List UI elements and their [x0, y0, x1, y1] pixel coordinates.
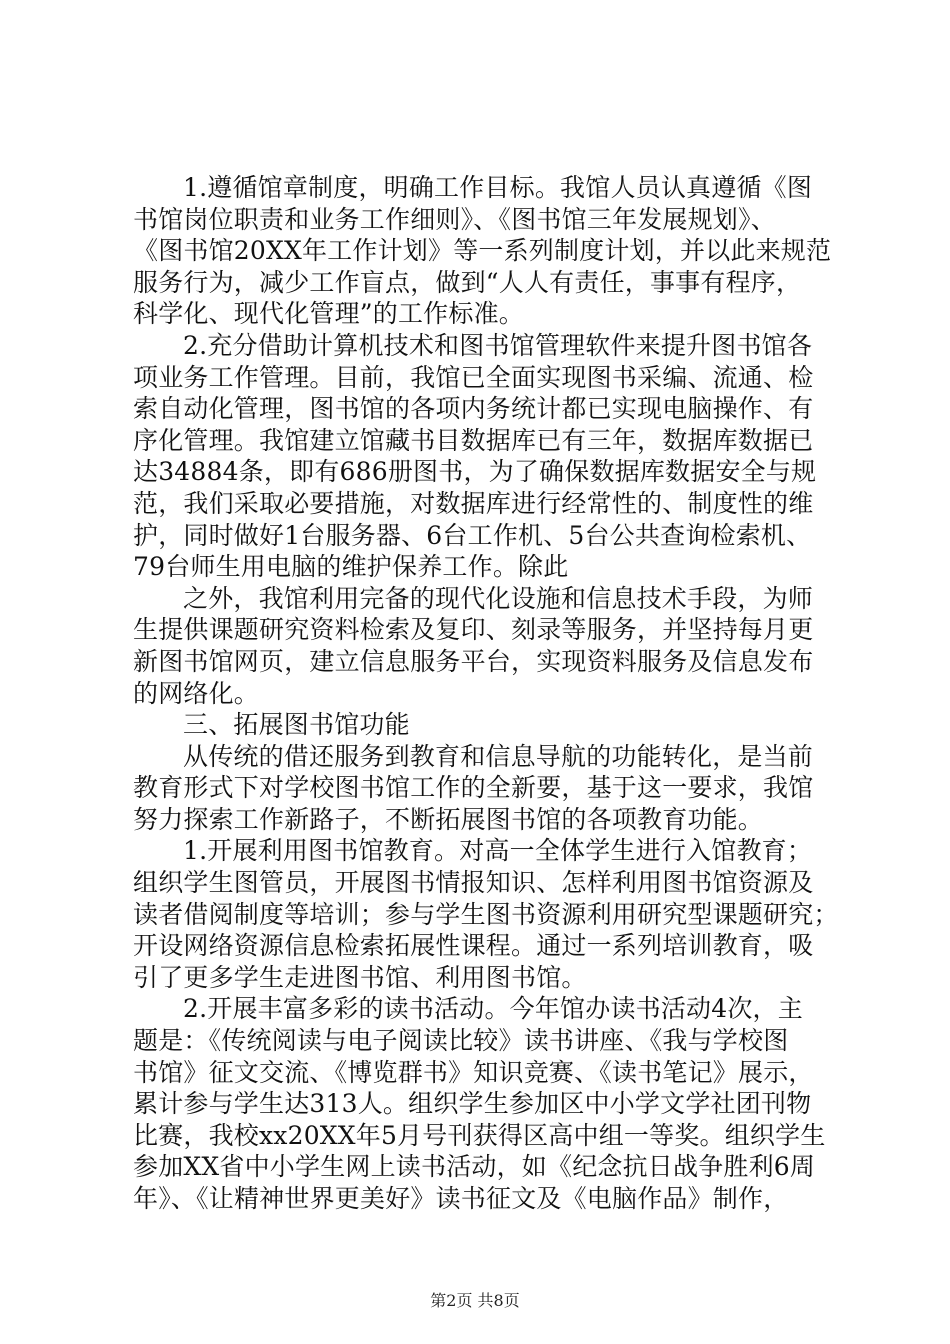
text-line: 范，我们采取必要措施，对数据库进行经常性的、制度性的维 — [133, 488, 814, 518]
section-heading: 三、拓展图书馆功能 — [183, 710, 410, 740]
text-line: 生提供课题研究资料检索及复印、刻录等服务，并坚持每月更 — [133, 615, 814, 645]
text-line: 1.遵循馆章制度，明确工作目标。我馆人员认真遵循《图 — [183, 173, 813, 202]
text-line: 努力探索工作新路子，不断拓展图书馆的各项教育功能。 — [133, 804, 764, 834]
text-line: 79台师生用电脑的维护保养工作。除此 — [133, 552, 569, 582]
text-line: 参加XX省中小学生网上读书活动，如《纪念抗日战争胜利6周 — [133, 1152, 816, 1182]
text-line: 2.开展丰富多彩的读书活动。今年馆办读书活动4次，主 — [183, 994, 803, 1024]
text-line: 引了更多学生走进图书馆、利用图书馆。 — [133, 962, 587, 992]
text-line: 序化管理。我馆建立馆藏书目数据库已有三年，数据库数据已 — [133, 425, 814, 455]
text-line: 索自动化管理，图书馆的各项内务统计都已实现电脑操作、有 — [133, 394, 814, 424]
text-line: 新图书馆网页，建立信息服务平台，实现资料服务及信息发布 — [133, 646, 814, 676]
document-body — [133, 172, 839, 1215]
page-footer — [0, 1288, 950, 1311]
text-line: 比赛，我校xx20XX年5月号刊获得区高中组一等奖。组织学生 — [133, 1120, 826, 1150]
text-line: 年》、《让精神世界更美好》读书征文及《电脑作品》制作， — [133, 1184, 789, 1213]
text-line: 《图书馆20XX年工作计划》等一系列制度计划，并以此来规范 — [133, 236, 832, 266]
text-line: 达34884条，即有686册图书，为了确保数据库数据安全与规 — [133, 457, 817, 487]
text-line: 2.充分借助计算机技术和图书馆管理软件来提升图书馆各 — [183, 330, 813, 360]
text-line: 的网络化。 — [133, 678, 260, 708]
text-line: 累计参与学生达313人。组织学生参加区中小学文学社团刊物 — [133, 1089, 812, 1119]
text-line: 从传统的借还服务到教育和信息导航的功能转化，是当前 — [183, 741, 814, 771]
text-line: 科学化、现代化管理”的工作标准。 — [133, 299, 524, 329]
text-line: 护，同时做好1台服务器、6台工作机、5台公共查询检索机、 — [133, 520, 812, 550]
page-number-label: 第2页 共8页 — [430, 1291, 520, 1310]
text-line: 开设网络资源信息检索拓展性课程。通过一系列培训教育，吸 — [133, 931, 814, 961]
text-line: 读者借阅制度等培训；参与学生图书资源利用研究型课题研究； — [133, 899, 839, 929]
text-line: 项业务工作管理。目前，我馆已全面实现图书采编、流通、检 — [133, 362, 814, 392]
text-line: 题是：《传统阅读与电子阅读比较》读书讲座、《我与学校图 — [133, 1026, 789, 1056]
text-line: 教育形式下对学校图书馆工作的全新要，基于这一要求，我馆 — [133, 773, 814, 803]
text-line: 书馆》征文交流、《博览群书》知识竞赛、《读书笔记》展示， — [133, 1057, 814, 1087]
text-line: 之外，我馆利用完备的现代化设施和信息技术手段，为师 — [183, 583, 814, 613]
text-line: 服务行为，减少工作盲点，做到“人人有责任，事事有程序， — [133, 267, 802, 297]
text-line: 1.开展利用图书馆教育。对高一全体学生进行入馆教育； — [183, 836, 813, 866]
text-line: 书馆岗位职责和业务工作细则》、《图书馆三年发展规划》、 — [133, 204, 776, 234]
text-line: 组织学生图管员，开展图书情报知识、怎样利用图书馆资源及 — [133, 868, 814, 898]
